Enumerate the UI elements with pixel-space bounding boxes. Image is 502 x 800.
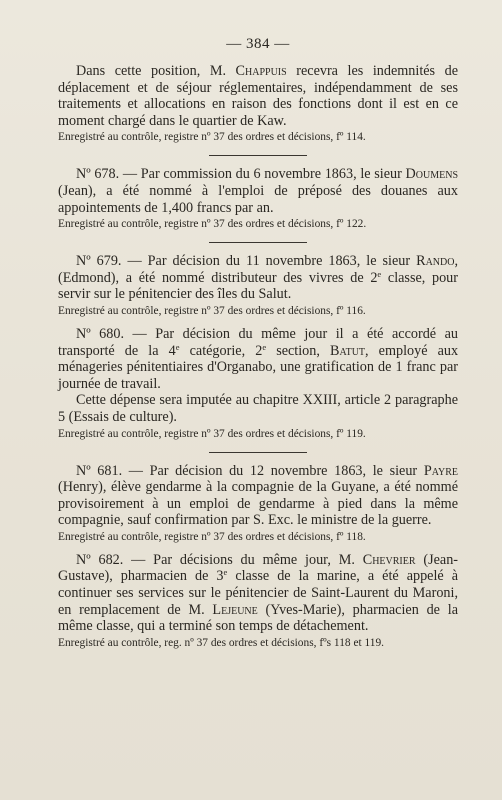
entry-text: , (Edmond), a été nommé distributeur des vivres de [58, 253, 459, 286]
decision-entry-681 [58, 463, 458, 545]
entry-paragraph [58, 552, 458, 635]
entry-paragraph [58, 463, 458, 529]
decision-entry-680 [58, 326, 458, 442]
ordinal-number: 3 [216, 568, 224, 585]
intro-text-rest: recevra les indemnités de déplacement et de séjour réglementaires, indépendamment de ses traitements et allocations en raison des fonctions dont il est en ce moment chargé dans le quartier de Kaw. [58, 63, 459, 129]
entry-text: (Jean-Gustave), pharmacien de [58, 551, 459, 585]
entry-text: — Par commission du 6 novembre 1863, le sieur [122, 166, 402, 183]
intro-text-start: Dans cette position, M. [76, 63, 226, 79]
person-name: Chappuis [235, 63, 287, 79]
entry-number: Nº 681. [76, 462, 123, 479]
entry-text: — Par décision du 12 novembre 1863, le sieur [128, 462, 418, 479]
spacer [58, 545, 458, 552]
registry-line: Enregistré au contrôle, registre nº 37 des ordres et décisions, fº 114. [58, 131, 366, 144]
decision-entry-682 [58, 552, 458, 651]
entry-number: Nº 680. [76, 325, 124, 342]
decision-entry-679 [58, 253, 458, 319]
ordinal-number: 2 [255, 342, 263, 359]
entry-number: Nº 679. [76, 253, 122, 270]
page-number: — 384 — [226, 36, 290, 52]
entry-paragraph [58, 326, 458, 392]
section-divider [209, 452, 307, 453]
entry-text: catégorie, [189, 342, 246, 359]
entry-text: section, [276, 342, 320, 359]
ordinal-number: 2 [370, 269, 378, 286]
ordinal-suffix: e [262, 341, 267, 352]
registry-line: Enregistré au contrôle, registre nº 37 des ordres et décisions, fº 119. [58, 427, 366, 440]
person-name: Rando [416, 253, 455, 270]
person-name: Doumens [405, 166, 459, 183]
entry-text: , employé aux ménageries pénitentiaires d'Organabo, une gratification de 1 franc par journée de travail. [58, 342, 459, 392]
entry-paragraph [58, 253, 458, 303]
entry-number: Nº 682. [76, 551, 124, 568]
section-divider [209, 242, 307, 243]
ordinal-suffix: e [377, 268, 382, 279]
ordinal-number: 4 [168, 342, 176, 359]
text-column [58, 34, 458, 651]
entry-paragraph [58, 166, 458, 216]
ordinal-suffix: e [223, 567, 228, 578]
ordinal-suffix: e [175, 341, 180, 352]
entry-text: — Par décisions du même jour, M. [131, 551, 355, 568]
person-name: Batut [330, 342, 366, 359]
registry-line: Enregistré au contrôle, registre nº 37 des ordres et décisions, fº 116. [58, 304, 366, 317]
decision-entry-678 [58, 166, 458, 232]
registry-line: Enregistré au contrôle, registre nº 37 des ordres et décisions, fº 118. [58, 530, 366, 543]
entry-text: classe de la marine, a été appelé à continuer ses services sur le pénitencier de Saint-Laurent du Maroni, en remplacement de M. [58, 568, 459, 618]
entry-text: — Par décision du même jour il a été accordé au transporté de la [58, 325, 459, 359]
entry-text: (Yves-Marie), pharmacien de la même classe, qui a terminé son temps de détachement. [58, 601, 459, 635]
person-name: Payre [423, 462, 459, 479]
intro-paragraph [58, 63, 458, 129]
intro-section [58, 63, 458, 145]
entry-text: (Jean), a été nommé à l'emploi de préposé des douanes aux appointements de 1,400 francs par an. [58, 182, 458, 216]
entry-text: (Henry), élève gendarme à la compagnie de la Guyane, a été nommé provisoirement à un emploi de gendarme à pied dans la même compagnie, sauf confirmation par S. Exc. le ministre de la guerre. [58, 479, 458, 529]
entry-note: Cette dépense sera imputée au chapitre XXIII, article 2 paragraphe 5 (Essais de culture). [58, 392, 458, 425]
section-divider [209, 155, 307, 156]
person-name: Lejeune [212, 601, 258, 618]
person-name: Chevrier [362, 551, 416, 568]
registry-line: Enregistré au contrôle, reg. nº 37 des ordres et décisions, fºs 118 et 119. [58, 636, 385, 649]
entry-number: Nº 678. [76, 166, 120, 183]
spacer [58, 319, 458, 326]
entry-text: classe, pour servir sur le pénitencier des îles du Salut. [58, 269, 459, 303]
registry-line: Enregistré au contrôle, registre nº 37 des ordres et décisions, fº 122. [58, 218, 367, 231]
entry-text: — Par décision du 11 novembre 1863, le sieur [127, 253, 411, 270]
